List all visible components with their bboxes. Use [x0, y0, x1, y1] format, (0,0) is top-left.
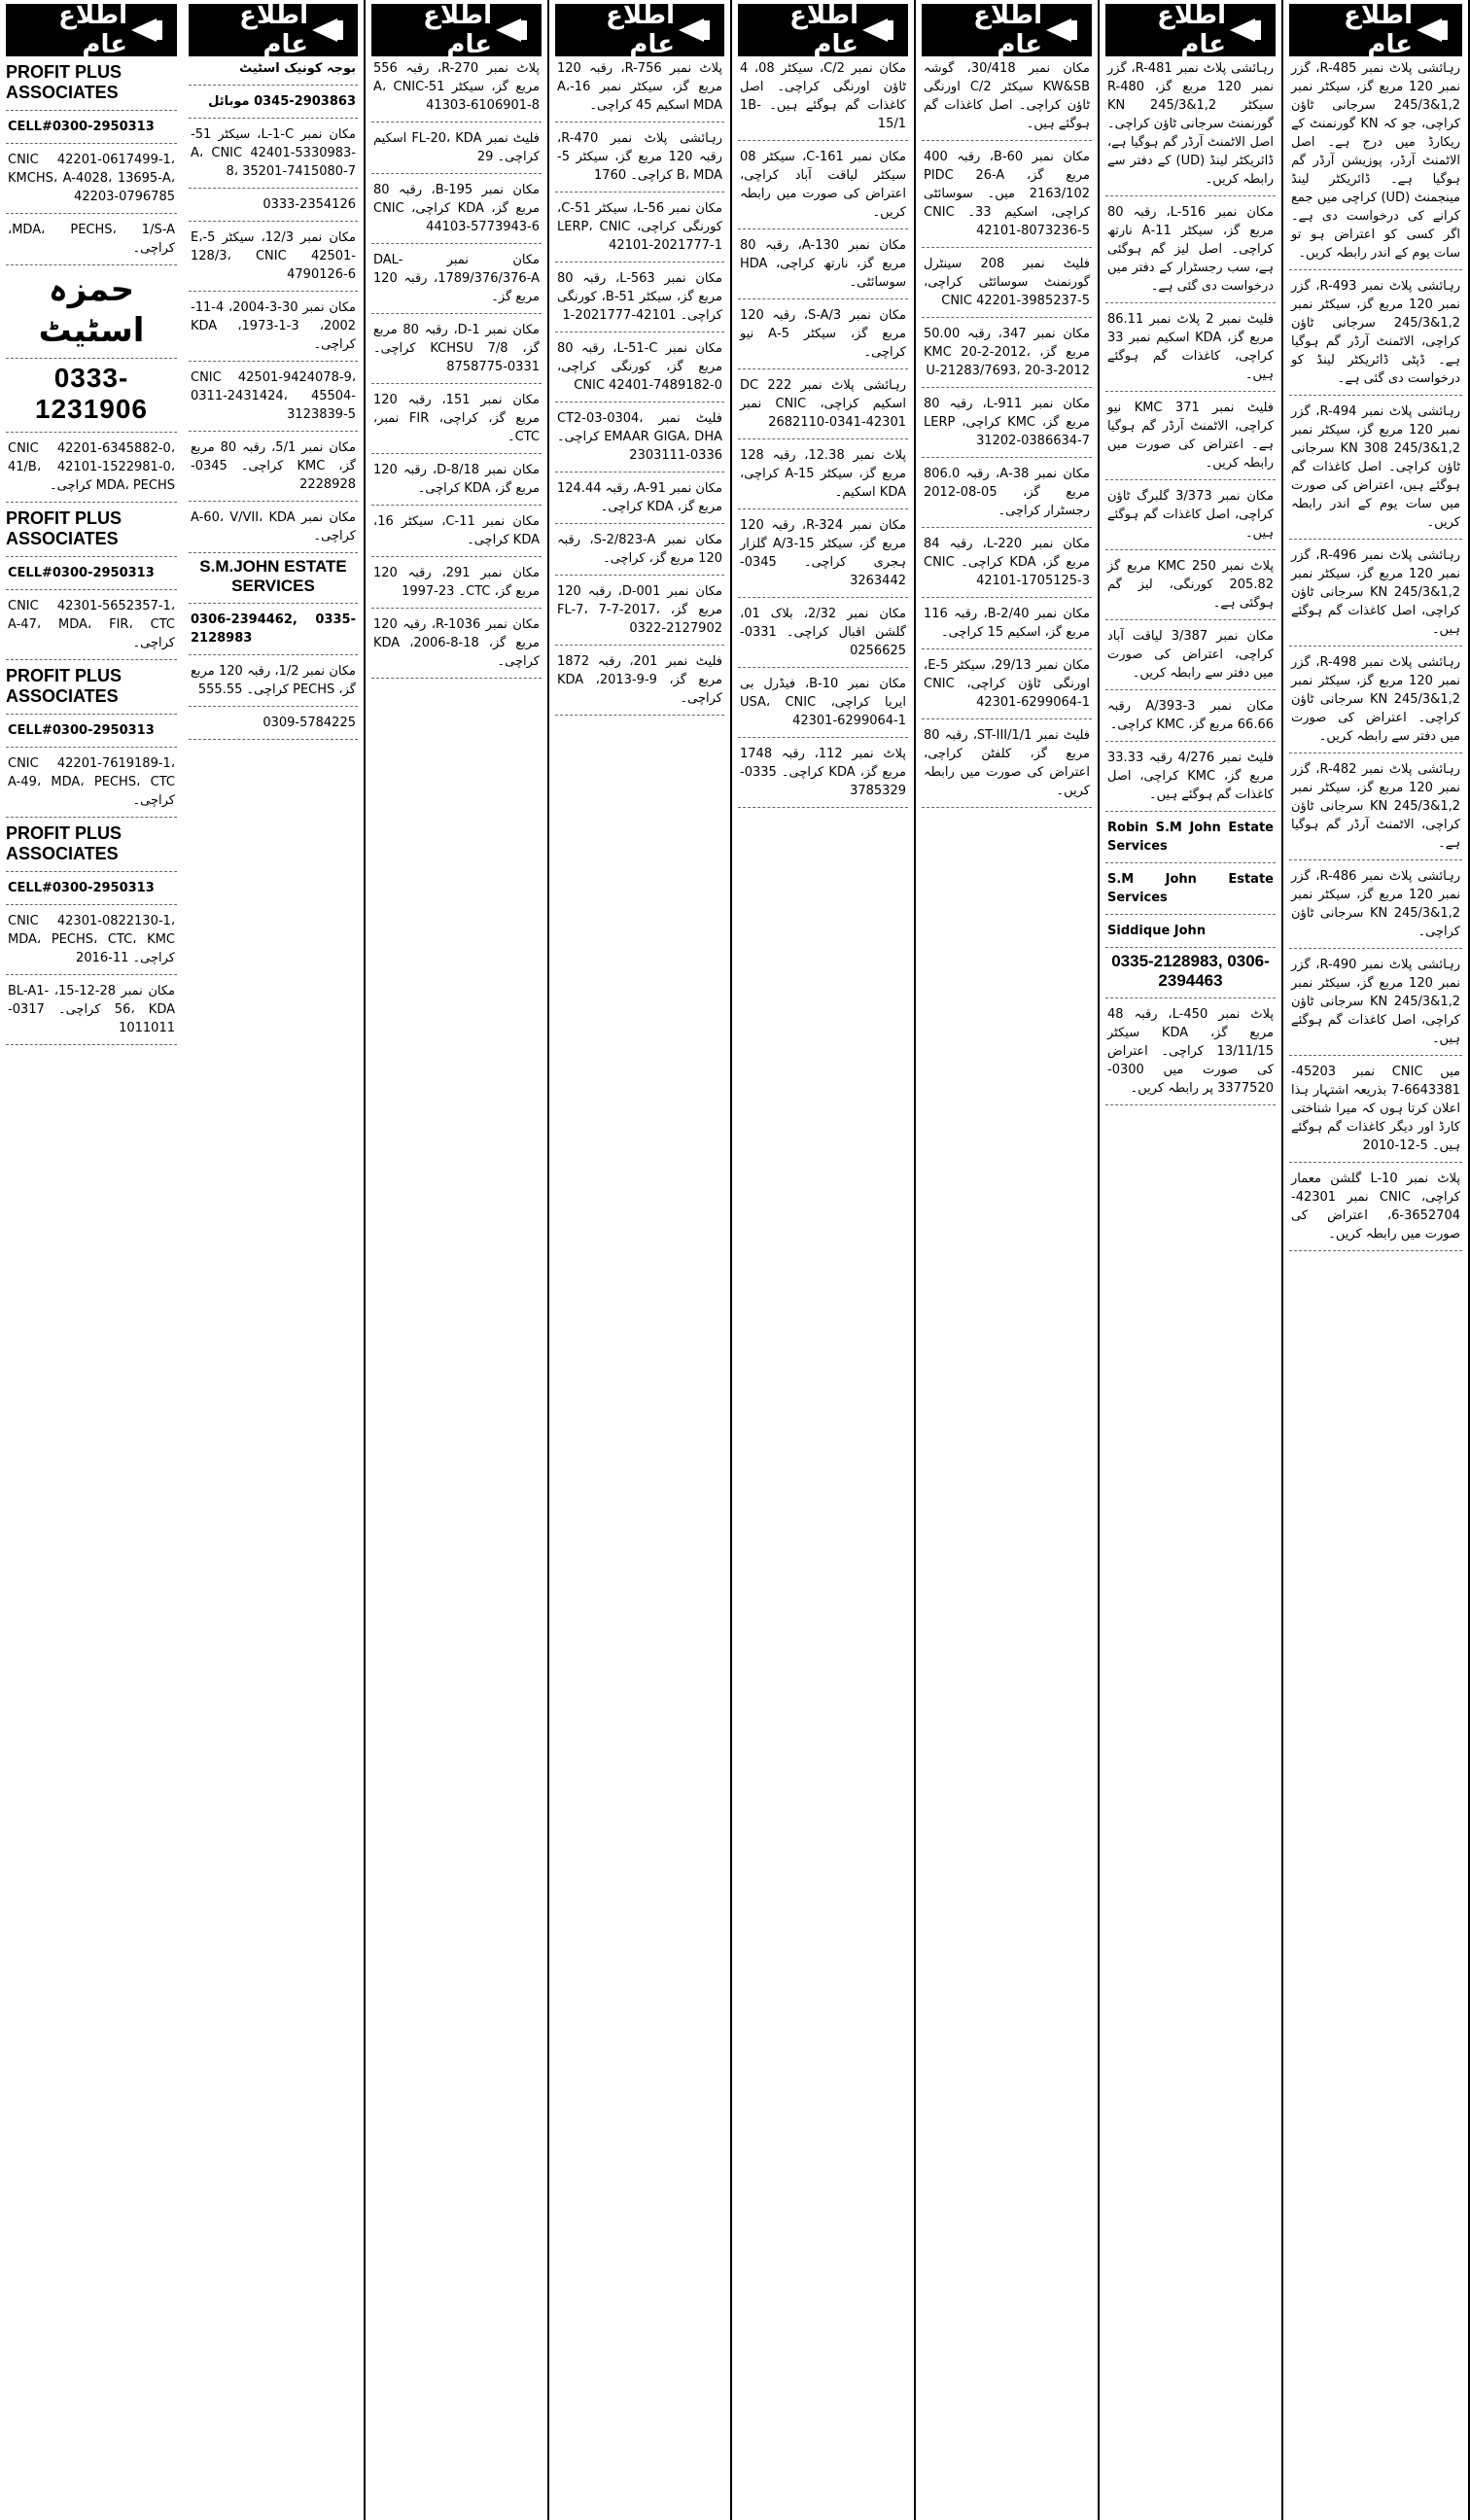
estate-name: حمزہ اسٹیٹ	[38, 270, 145, 350]
notice-divider	[738, 434, 908, 439]
notice-item: مکان نمبر 3/373 گلبرگ ٹاؤن کراچی، اصل کاغذات گم ہوگئے ہیں۔	[1107, 489, 1274, 541]
notice-item: CNIC 42501-9424078-9، 0311-2431424، 45504-3123839-5	[191, 370, 356, 422]
notice-item: مکان نمبر D-1، رقبہ 80 مربع گز، KCHSU 7/8 کراچی۔ 0331-8758775	[373, 323, 540, 374]
notice-item: رہائشی پلاٹ نمبر R-481، گزر نمبر 120 مربع گز، R-480 سیکٹر 1,2&245/3 KN گورنمنٹ سرجانی ٹاؤن کراچی۔ اصل الاٹمنٹ آرڈر گم ہوگیا ہے، ڈائریکٹر لینڈ (UD) کے دفتر سے رابطہ کریں۔	[1107, 61, 1274, 187]
notice-item: مکان نمبر L-220، رقبہ 84 مربع گز، KDA کراچی۔ CNIC 42101-1705125-3	[924, 537, 1090, 588]
notice-item: پلاٹ نمبر L-10 گلشن معمار کراچی، CNIC نمبر 42301-3652704-6، اعتراض کی صورت میں رابطہ کریں۔	[1291, 1172, 1460, 1242]
notice-item: بوجہ کونیک اسٹیٹ	[239, 61, 356, 76]
notice-divider	[189, 598, 358, 604]
notice-divider	[1289, 264, 1462, 270]
notice-divider	[1289, 1245, 1462, 1251]
notice-divider	[6, 812, 177, 818]
notice-divider	[1105, 684, 1276, 690]
notice-divider	[922, 135, 1092, 141]
notice-item: پلاٹ نمبر 12.38، رقبہ 128 مربع گز، سیکٹر 15-A کراچی، KDA اسکیم۔	[740, 448, 906, 500]
column-header-title: اطلاع عام	[1344, 1, 1413, 59]
notice-divider	[6, 208, 177, 214]
notice-divider	[738, 224, 908, 229]
agency-name: PROFIT PLUS ASSOCIATES	[6, 666, 122, 706]
notice-item: 0309-5784225	[262, 716, 356, 730]
notice-item: مکان نمبر D-8/18، رقبہ 120 مربع گز، KDA کراچی۔	[373, 463, 540, 496]
notice-divider	[189, 547, 358, 553]
notice-divider	[371, 308, 542, 314]
notice-item: مکان نمبر L-56، سیکٹر 51-C، کورنگی کراچی، LERP، CNIC 42101-2021777-1	[557, 201, 722, 253]
notice-divider	[1289, 1050, 1462, 1056]
notice-item: مکان نمبر L-516، رقبہ 80 مربع گز، سیکٹر 11-A نارتھ کراچی۔ اصل لیز گم ہوگئی ہے، سب رجسٹرار کے دفتر میں درخواست دی گئی ہے۔	[1107, 205, 1275, 294]
notice-divider	[555, 117, 724, 122]
megaphone-icon	[1226, 13, 1267, 48]
notice-divider	[738, 135, 908, 141]
notice-item: مکان نمبر L-1-C، سیکٹر 51-A، CNIC 42401-5330983-8، 35201-7415080-7	[191, 127, 356, 179]
column-header-title: اطلاع عام	[423, 1, 492, 59]
notice-divider	[6, 353, 177, 359]
agency-name: PROFIT PLUS ASSOCIATES	[6, 62, 122, 102]
notice-divider	[189, 356, 358, 362]
notice-divider	[555, 327, 724, 332]
notice-divider	[922, 382, 1092, 388]
notice-item: مکان نمبر 30/418، گوشہ KW&SB سیکٹر C/2 اورنگی ٹاؤن کراچی۔ اصل کاغذات گم ہوگئے ہیں۔	[924, 61, 1091, 131]
column-header-title: اطلاع عام	[58, 1, 127, 59]
notice-item: مکان نمبر A/393-3 رقبہ 66.66 مربع گز، KMC کراچی۔	[1107, 699, 1274, 732]
notice-divider	[1289, 390, 1462, 396]
contact-line: CELL#0300-2950313	[8, 723, 155, 738]
notice-item: مکان نمبر C/2، سیکٹر 08، 4 ٹاؤن اورنگی کراچی۔ اصل کاغذات گم ہوگئے ہیں۔ 1B-15/1	[740, 61, 906, 131]
megaphone-icon	[675, 13, 716, 48]
column-header	[189, 1, 358, 59]
notice-item: مکان نمبر C-11، سیکٹر 16، KDA کراچی۔	[373, 514, 540, 547]
notice-item: مکان نمبر 30-3-2004، 4-11-2002، 3-1-1973، KDA کراچی۔	[191, 300, 357, 352]
notice-item: رہائشی پلاٹ نمبر R-496، گزر نمبر 120 مربع گز، سیکٹر نمبر 1,2&245/3 KN سرجانی ٹاؤن کراچی، اصل کاغذات گم ہوگئے ہیں۔	[1291, 548, 1460, 637]
notice-divider	[371, 378, 542, 384]
notice-divider	[6, 866, 177, 872]
notice-divider	[738, 802, 908, 808]
column-header	[371, 1, 542, 59]
contact-line: 0306-2394462, 0335-2128983	[191, 612, 356, 646]
notice-divider	[1289, 748, 1462, 753]
column-header	[738, 1, 908, 59]
notice-divider	[6, 105, 177, 111]
contact-line: Siddique John	[1107, 924, 1207, 938]
notice-item: CNIC 42201-7619189-1، A-49، MDA، PECHS، CTC کراچی۔	[8, 756, 175, 808]
megaphone-icon	[1413, 13, 1453, 48]
notice-divider	[371, 117, 542, 122]
notice-divider	[555, 187, 724, 192]
ad-column-8	[0, 0, 183, 2520]
notice-item: مکان نمبر A-91، رقبہ 124.44 مربع گز، KDA کراچی۔	[557, 481, 722, 514]
notice-divider	[1105, 614, 1276, 620]
megaphone-icon	[127, 13, 168, 48]
notice-divider	[1105, 942, 1276, 948]
notice-divider	[1289, 1157, 1462, 1163]
column-header	[1105, 1, 1276, 59]
notice-divider	[738, 732, 908, 738]
notice-divider	[738, 662, 908, 668]
contact-line: S.M John Estate Services	[1107, 872, 1274, 905]
notice-divider	[6, 899, 177, 905]
notice-item: مکان نمبر 38-A، رقبہ 806.0 مربع گز، 05-08-2012 رجسٹرار کراچی۔	[924, 467, 1090, 518]
notice-divider	[1105, 544, 1276, 550]
notice-item: مکان نمبر 2/32، بلاک 01، گلشن اقبال کراچی۔ 0331-0256625	[740, 607, 906, 658]
notice-divider	[189, 496, 358, 502]
notice-item: مکان نمبر S-A/3، رقبہ 120 مربع گز، سیکٹر 5-A نیو کراچی۔	[740, 308, 906, 360]
notice-divider	[189, 286, 358, 292]
notice-divider	[6, 427, 177, 433]
notice-item: رہائشی پلاٹ نمبر DC 222 اسکیم کراچی، CNIC نمبر 42301-0341-2682110	[740, 378, 906, 430]
notice-item: رہائشی پلاٹ نمبر R-494، گزر نمبر 120 مربع گز، سیکٹر نمبر 1,2&245/3 308 KN سرجانی ٹاؤن کراچی۔ اصل کاغذات گم ہوگئے ہیں، اعتراض کی صورت میں سات یوم کے اندر رابطہ کریں۔	[1291, 404, 1460, 530]
contact-line: 0335-2128983, 0306-2394463	[1111, 952, 1270, 990]
notice-item: CNIC 42201-6345882-0، 41/B، 42101-1522981-0، MDA، PECHS کراچی۔	[8, 441, 175, 493]
notice-item: فلیٹ نمبر ST-III/1/1، رقبہ 80 مربع گز، کلفٹن کراچی، اعتراض کی صورت میں رابطہ کریں۔	[924, 728, 1090, 798]
megaphone-icon	[1042, 13, 1083, 48]
notice-item: رہائشی پلاٹ نمبر R-490، گزر نمبر 120 مربع گز، سیکٹر نمبر 1,2&245/3 KN سرجانی ٹاؤن کراچی، اصل کاغذات گم ہوگئے ہیں۔	[1291, 958, 1460, 1046]
notice-divider	[6, 551, 177, 557]
notice-divider	[1105, 474, 1276, 480]
column-header-title: اطلاع عام	[789, 1, 858, 59]
ad-column-3	[916, 0, 1100, 2520]
notice-divider	[6, 709, 177, 715]
megaphone-icon	[308, 13, 349, 48]
notice-divider	[555, 570, 724, 576]
notice-divider	[922, 644, 1092, 649]
notice-divider	[738, 294, 908, 299]
notice-divider	[738, 364, 908, 369]
contact-line: CELL#0300-2950313	[8, 881, 155, 895]
notice-divider	[6, 584, 177, 590]
column-header	[555, 1, 724, 59]
notice-divider	[189, 701, 358, 707]
ad-column-7	[183, 0, 366, 2520]
notice-divider	[371, 673, 542, 679]
notice-item: مکان نمبر 3/387 لیاقت آباد کراچی، اعتراض کی صورت میں دفتر سے رابطہ کریں۔	[1107, 629, 1274, 681]
notice-item: مکان نمبر 347، رقبہ 50.00 مربع گز، KMC 20-2-2012، U-21283/7693، 20-3-2012	[924, 327, 1090, 378]
contact-line: CELL#0300-2950313	[8, 566, 155, 580]
ad-column-2	[1100, 0, 1283, 2520]
notice-item: پلاٹ نمبر KMC 250 مربع گز 205.82 کورنگی، لیز گم ہوگئی ہے۔	[1107, 559, 1274, 611]
notice-divider	[555, 710, 724, 716]
notice-item: رہائشی پلاٹ نمبر R-470، رقبہ 120 مربع گز، سیکٹر 5-B، MDA کراچی۔ 1760	[557, 131, 722, 183]
column-header-title: اطلاع عام	[1157, 1, 1226, 59]
notice-item: فلیٹ نمبر 201، رقبہ 1872 مربع گز، 9-9-2013، KDA کراچی۔	[557, 654, 723, 706]
notice-item: پلاٹ نمبر R-270، رقبہ 556 مربع گز، سیکٹر 51-A، CNIC 41303-6106901-8	[373, 61, 541, 113]
notice-item: CNIC 42301-5652357-1، A-47، MDA، FIR، CTC کراچی۔	[8, 599, 175, 650]
contact-line: S.M.JOHN ESTATE SERVICES	[199, 557, 347, 595]
notice-divider	[6, 260, 177, 265]
notice-item: پلاٹ نمبر L-450، رقبہ 48 مربع گز، KDA سیکٹر 13/11/15 کراچی۔ اعتراض کی صورت میں 0300-3377520 پر رابطہ کریں۔	[1107, 1007, 1274, 1096]
notice-divider	[189, 649, 358, 655]
megaphone-icon	[492, 13, 533, 48]
notice-divider	[1105, 909, 1276, 915]
notice-divider	[738, 592, 908, 598]
column-header	[6, 1, 177, 59]
notice-divider	[6, 654, 177, 660]
notice-divider	[189, 734, 358, 740]
notice-divider	[6, 969, 177, 975]
notice-divider	[371, 603, 542, 609]
column-header-title: اطلاع عام	[606, 1, 675, 59]
notice-item: مکان نمبر L-51-C، رقبہ 80 مربع گز، کورنگی کراچی، CNIC 42401-7489182-0	[557, 341, 722, 393]
notice-item: مکان نمبر D-001، رقبہ 120 مربع گز، FL-7، 7-7-2017، 0322-2127902	[557, 584, 722, 636]
notice-item: مکان نمبر 5/1، رقبہ 80 مربع گز، KMC کراچی۔ 0345-2228928	[191, 440, 356, 492]
notice-item: CNIC 42201-0617499-1، KMCHS، A-4028، 13695-A، 42203-0796785	[8, 153, 175, 204]
notice-divider	[371, 500, 542, 506]
notice-divider	[189, 183, 358, 189]
notice-item: مکان نمبر 1/2، رقبہ 120 مربع گز، PECHS کراچی۔ 555.55	[191, 664, 356, 697]
notice-item: مکان نمبر L-911، رقبہ 80 مربع گز، KMC کراچی، LERP 31202-0386634-7	[924, 397, 1091, 448]
notice-divider	[6, 497, 177, 503]
notice-item: مکان نمبر DAL-1789/376/376-A، رقبہ 120 مربع گز۔	[373, 253, 540, 304]
ad-column-1	[1283, 0, 1470, 2520]
notice-divider	[1105, 858, 1276, 863]
notice-item: مکان نمبر A-130، رقبہ 80 مربع گز، نارتھ کراچی، HDA سوسائٹی۔	[740, 238, 906, 290]
notice-item: مکان نمبر R-324، رقبہ 120 مربع گز، سیکٹر 15-A/3 گلزار ہجری کراچی۔ 0345-3263442	[740, 518, 907, 588]
notice-divider	[555, 397, 724, 402]
notice-divider	[922, 522, 1092, 528]
notice-item: پلاٹ نمبر 112، رقبہ 1748 مربع گز، KDA کراچی۔ 0335-3785329	[740, 747, 907, 798]
notice-divider	[555, 640, 724, 646]
megaphone-icon	[858, 13, 899, 48]
notice-divider	[1289, 534, 1462, 540]
notice-divider	[1289, 943, 1462, 949]
notice-divider	[1105, 806, 1276, 812]
notice-item: 0345-2903863 موبائل	[208, 94, 356, 109]
notice-item: مکان نمبر R-1036، رقبہ 120 مربع گز، 18-8-2006، KDA کراچی۔	[373, 617, 541, 669]
notice-item: مکان نمبر 28-12-15، BL-A1-56، KDA کراچی۔ 0317-1011011	[8, 984, 175, 1035]
notice-item: فلیٹ نمبر 4/276 رقبہ 33.33 مربع گز، KMC کراچی، اصل کاغذات گم ہوگئے ہیں۔	[1107, 751, 1274, 802]
phone-number: 0333-1231906	[34, 363, 148, 424]
notice-divider	[1105, 191, 1276, 196]
notice-item: مکان نمبر B-60، رقبہ 400 مربع گز، PIDC 26-A 2163/102 میں۔ سوسائٹی کراچی، اسکیم 33۔ CNIC 42101-8073236-5	[924, 150, 1091, 238]
notice-item: رہائشی پلاٹ نمبر R-493، گزر نمبر 120 مربع گز، سیکٹر نمبر 1,2&245/3 سرجانی ٹاؤن کراچی، الاٹمنٹ آرڈر گم ہوگیا ہے۔ ڈپٹی ڈائریکٹر لینڈ کو درخواست دی گئی ہے۔	[1291, 279, 1460, 386]
notice-divider	[922, 452, 1092, 458]
notice-divider	[189, 426, 358, 432]
notice-item: فلیٹ نمبر 2 پلاٹ نمبر 86.11 مربع گز، KDA اسکیم نمبر 33 کراچی، کاغذات گم ہوگئے ہیں۔	[1107, 312, 1274, 382]
notice-divider	[1105, 993, 1276, 998]
notice-divider	[1289, 641, 1462, 647]
notice-divider	[922, 592, 1092, 598]
ad-column-5	[549, 0, 732, 2520]
ad-column-6	[366, 0, 549, 2520]
column-header	[1289, 1, 1462, 59]
agency-name: PROFIT PLUS ASSOCIATES	[6, 508, 122, 548]
notice-divider	[1105, 298, 1276, 303]
notice-divider	[189, 216, 358, 222]
notice-divider	[738, 504, 908, 509]
notice-item: مکان نمبر 291، رقبہ 120 مربع گز، CTC۔ 23-1997	[373, 566, 540, 599]
notice-item: مکان نمبر S-2/823-A، رقبہ 120 مربع گز، کراچی۔	[557, 533, 722, 566]
notice-divider	[371, 448, 542, 454]
notice-divider	[6, 1039, 177, 1045]
notice-item: میں CNIC نمبر 45203-6643381-7 بذریعہ اشتہار ہذا اعلان کرتا ہوں کہ میرا شناختی کارڈ اور دیگر کاغذات گم ہوگئے ہیں۔ 5-12-2010	[1291, 1065, 1460, 1153]
notice-item: مکان نمبر A-60، V/VII، KDA کراچی۔	[191, 510, 356, 543]
notice-item: مکان نمبر 151، رقبہ 120 مربع گز، کراچی، FIR نمبر، CTC۔	[373, 393, 541, 444]
notice-item: پلاٹ نمبر R-756، رقبہ 120 مربع گز، سیکٹر نمبر 16-A، MDA اسکیم 45 کراچی۔	[557, 61, 723, 113]
notice-item: MDA، PECHS، 1/S-A، کراچی۔	[8, 223, 175, 256]
notice-item: مکان نمبر 29/13، سیکٹر 5-E، اورنگی ٹاؤن کراچی، CNIC 42301-6299064-1	[924, 658, 1090, 710]
notice-item: CNIC 42301-0822130-1، MDA، PECHS، CTC، KMC کراچی۔ 11-2016	[8, 914, 175, 965]
notice-item: رہائشی پلاٹ نمبر R-486، گزر نمبر 120 مربع گز، سیکٹر نمبر 1,2&245/3 KN سرجانی ٹاؤن کراچی۔	[1291, 869, 1460, 939]
notice-item: فلیٹ نمبر CT2-03-0304، EMAAR GIGA، DHA کراچی۔ 0336-2303111	[557, 411, 722, 463]
notice-divider	[1289, 855, 1462, 860]
notice-divider	[189, 113, 358, 119]
notice-item: مکان نمبر C-161، سیکٹر 08 سیکٹر لیاقت آباد کراچی، اعتراض کی صورت میں رابطہ کریں۔	[740, 150, 906, 220]
notice-divider	[371, 238, 542, 244]
notice-item: فلیٹ نمبر FL-20، KDA اسکیم کراچی۔ 29	[373, 131, 541, 164]
agency-name: PROFIT PLUS ASSOCIATES	[6, 823, 122, 863]
notice-divider	[189, 80, 358, 86]
notice-divider	[922, 242, 1092, 248]
notice-item: فلیٹ نمبر KMC 371 نیو کراچی، الاٹمنٹ آرڈر گم ہوگیا ہے۔ اعتراض کی صورت میں رابطہ کریں۔	[1107, 401, 1275, 471]
contact-line: Robin S.M John Estate Services	[1107, 821, 1274, 854]
notice-item: مکان نمبر B-10، فیڈرل بی ایریا کراچی، USA، CNIC 42301-6299064-1	[740, 677, 906, 728]
notice-item: رہائشی پلاٹ نمبر R-498، گزر نمبر 120 مربع گز، سیکٹر نمبر 1,2&245/3 KN سرجانی ٹاؤن کراچی۔ اعتراض کی صورت میں دفتر سے رابطہ کریں۔	[1291, 655, 1460, 744]
notice-item: مکان نمبر 12/3، سیکٹر 5-E، 128/3، CNIC 42501-4790126-6	[191, 230, 356, 282]
column-header	[922, 1, 1092, 59]
notice-item: مکان نمبر L-563، رقبہ 80 مربع گز، سیکٹر 51-B، کورنگی کراچی۔ 42101-2021777-1	[557, 271, 722, 323]
notice-divider	[371, 168, 542, 174]
notice-item: فلیٹ نمبر 208 سینٹرل گورنمنٹ سوسائٹی کراچی، CNIC 42201-3985237-5	[924, 257, 1090, 308]
column-header-title: اطلاع عام	[239, 1, 308, 59]
notice-divider	[922, 802, 1092, 808]
notice-item: مکان نمبر B-195، رقبہ 80 مربع گز، KDA کراچی، CNIC 44103-5773943-6	[373, 183, 541, 234]
notice-divider	[1105, 1100, 1276, 1105]
notice-divider	[1105, 736, 1276, 742]
contact-line: CELL#0300-2950313	[8, 120, 155, 134]
notice-item: مکان نمبر 2/40-B، رقبہ 116 مربع گز، اسکیم 15 کراچی۔	[924, 607, 1090, 640]
notice-divider	[922, 714, 1092, 719]
notice-item: رہائشی پلاٹ نمبر R-485، گزر نمبر 120 مربع گز، سیکٹر نمبر 1,2&245/3 سرجانی ٹاؤن کراچی، جو کہ KN گورنمنٹ کے ریکارڈ میں درج ہے۔ اصل الاٹمنٹ آرڈر، پوزیشن آرڈر گم ہوگیا ہے۔ ڈائریکٹر لینڈ مینجمنٹ (UD) کراچی میں جمع کرانے کی درخواست دی ہے۔ اگر کسی کو اعتراض ہو تو سات یوم کے اندر رابطہ کریں۔	[1291, 61, 1461, 261]
notice-divider	[555, 467, 724, 472]
column-header-title: اطلاع عام	[973, 1, 1042, 59]
ad-column-4	[732, 0, 916, 2520]
notice-divider	[6, 742, 177, 748]
notice-divider	[1105, 386, 1276, 392]
notice-item: 0333-2354126	[262, 197, 356, 212]
notice-divider	[555, 257, 724, 262]
notice-divider	[922, 312, 1092, 318]
notice-item: رہائشی پلاٹ نمبر R-482، گزر نمبر 120 مربع گز، سیکٹر نمبر 1,2&245/3 KN سرجانی ٹاؤن کراچی، الاٹمنٹ آرڈر گم ہوگیا ہے۔	[1291, 762, 1460, 851]
notice-divider	[555, 518, 724, 524]
notice-divider	[371, 551, 542, 557]
notice-divider	[6, 138, 177, 144]
